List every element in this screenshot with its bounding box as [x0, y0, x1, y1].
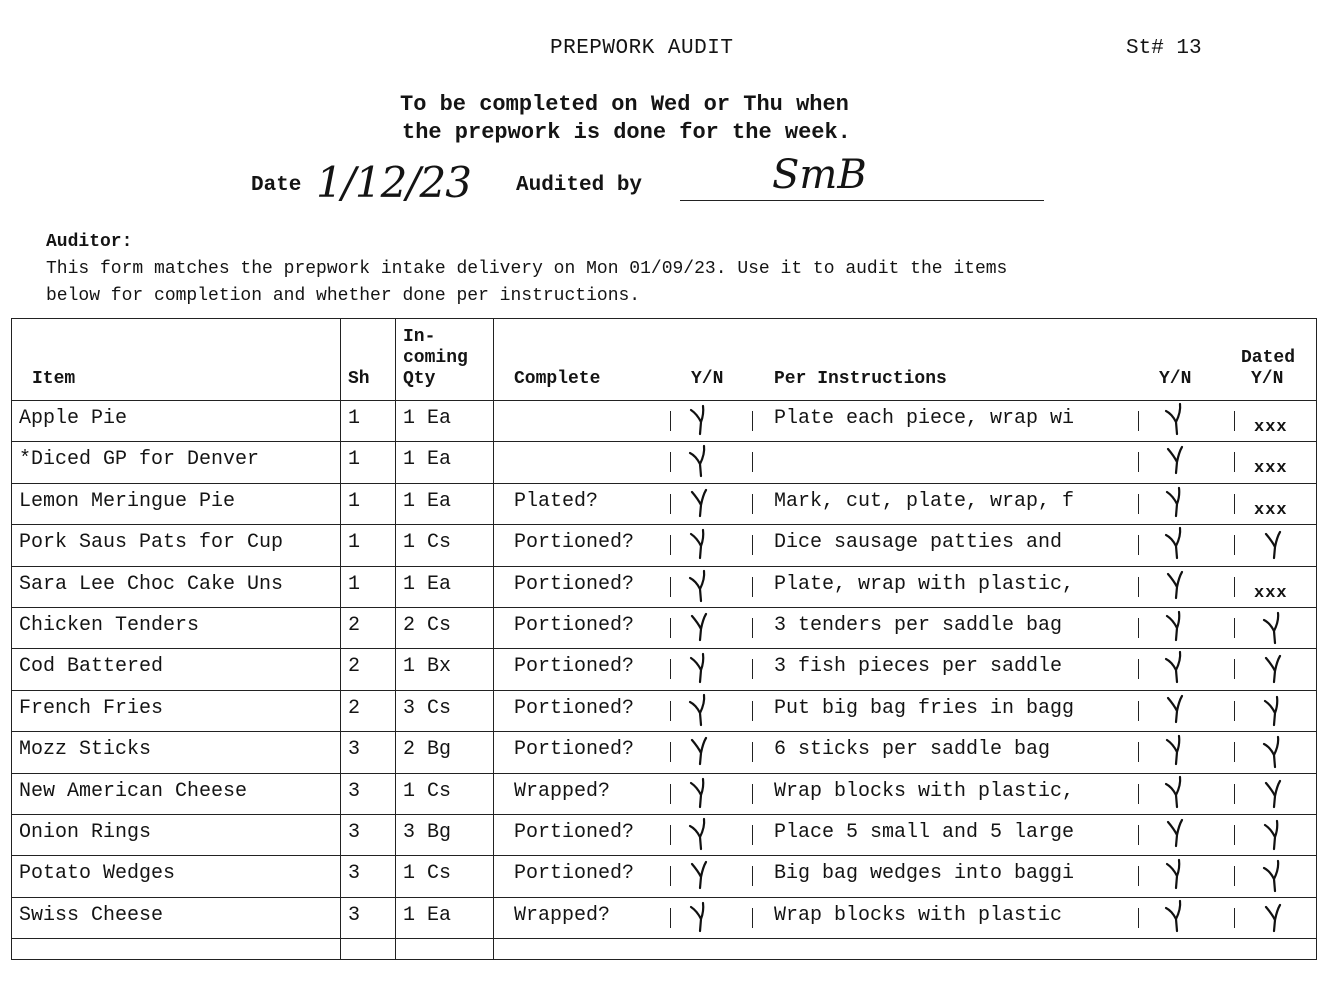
instructions-text: Wrap blocks with plastic,: [774, 779, 1075, 803]
item-name: Pork Saus Pats for Cup: [19, 531, 284, 555]
instructions-line-1: To be completed on Wed or Thu when: [400, 92, 849, 117]
field-separator: [1138, 825, 1139, 845]
column-header-dated-2: Y/N: [1251, 369, 1284, 389]
item-name: Lemon Meringue Pie: [19, 489, 236, 513]
field-separator: [752, 866, 753, 886]
dated-yn-field[interactable]: [1242, 483, 1312, 524]
field-separator: [1234, 825, 1235, 845]
incoming-qty: 2 Bg: [403, 738, 452, 762]
checkmark-icon: [1164, 486, 1186, 520]
dated-yn-field[interactable]: [1242, 566, 1312, 607]
instructions-text: Wrap blocks with plastic: [774, 903, 1063, 927]
complete-yn-field[interactable]: [684, 897, 724, 938]
field-separator: [670, 494, 671, 514]
complete-yn-field[interactable]: [684, 648, 724, 689]
checkmark-icon: [688, 777, 710, 811]
field-separator: [1234, 411, 1235, 431]
dated-na-mark: xxx: [1254, 459, 1288, 479]
incoming-qty: 1 Ea: [403, 448, 452, 472]
complete-question: Portioned?: [514, 614, 635, 637]
instructions-line-2: the prepwork is done for the week.: [402, 120, 851, 145]
instructions-yn-field[interactable]: [1160, 814, 1200, 855]
item-name: *Diced GP for Denver: [19, 448, 260, 472]
field-separator: [752, 618, 753, 638]
checkmark-icon: [1262, 695, 1284, 729]
column-header-complete-yn: Y/N: [691, 369, 724, 389]
field-separator: [752, 411, 753, 431]
field-separator: [670, 452, 671, 472]
complete-yn-field[interactable]: [684, 441, 724, 482]
checkmark-icon: [688, 818, 710, 852]
incoming-qty: 1 Ea: [403, 407, 452, 430]
checkmark-icon: [1262, 778, 1284, 812]
checkmark-icon: [1164, 569, 1186, 603]
column-header-per-instructions: Per Instructions: [774, 369, 947, 389]
auditor-signature[interactable]: SmB: [772, 152, 867, 198]
field-separator: [752, 784, 753, 804]
complete-yn-field[interactable]: [684, 731, 724, 772]
shelf-number: 1: [348, 448, 361, 472]
audited-by-label: Audited by: [516, 174, 643, 197]
complete-question: Portioned?: [514, 655, 635, 679]
item-name: New American Cheese: [19, 779, 248, 803]
shelf-number: 3: [348, 738, 361, 762]
complete-question: Portioned?: [514, 821, 635, 844]
field-separator: [670, 742, 671, 762]
instructions-text: Plate, wrap with plastic,: [774, 572, 1075, 596]
field-separator: [752, 494, 753, 514]
instructions-yn-field[interactable]: [1160, 855, 1200, 896]
checkmark-icon: [688, 528, 710, 562]
auditor-note-line-2: below for completion and whether done per instructions.: [46, 286, 641, 306]
checkmark-icon: [688, 859, 710, 893]
field-separator: [1234, 535, 1235, 555]
field-separator: [670, 618, 671, 638]
table-row: [12, 731, 1316, 772]
complete-yn-field[interactable]: [684, 607, 724, 648]
field-separator: [752, 701, 753, 721]
column-header-incoming-3: Qty: [403, 369, 436, 389]
column-header-instructions-yn: Y/N: [1159, 369, 1192, 389]
checkmark-icon: [1164, 403, 1186, 437]
instructions-text: Plate each piece, wrap wi: [774, 407, 1075, 430]
field-separator: [1234, 908, 1235, 928]
field-separator: [670, 659, 671, 679]
shelf-number: 1: [348, 572, 361, 596]
item-name: Potato Wedges: [19, 862, 176, 886]
field-separator: [752, 577, 753, 597]
field-separator: [670, 866, 671, 886]
table-row: [12, 690, 1316, 731]
field-separator: [670, 577, 671, 597]
field-separator: [752, 452, 753, 472]
incoming-qty: 2 Cs: [403, 614, 452, 637]
checkmark-icon: [688, 487, 710, 521]
complete-yn-field[interactable]: [684, 690, 724, 731]
complete-question: Portioned?: [514, 696, 635, 720]
complete-question: Portioned?: [514, 738, 635, 762]
table-row: [12, 524, 1316, 565]
instructions-text: Put big bag fries in bagg: [774, 696, 1075, 720]
shelf-number: 2: [348, 696, 361, 720]
checkmark-icon: [1164, 693, 1186, 727]
complete-yn-field[interactable]: [684, 855, 724, 896]
shelf-number: 1: [348, 531, 361, 555]
date-field[interactable]: 1/12/23: [316, 158, 471, 207]
signature-line: [680, 200, 1044, 201]
complete-question: Portioned?: [514, 862, 635, 886]
dated-yn-field[interactable]: [1242, 648, 1312, 689]
field-separator: [1138, 411, 1139, 431]
item-name: French Fries: [19, 696, 164, 720]
field-separator: [1234, 494, 1235, 514]
shelf-number: 3: [348, 862, 361, 886]
incoming-qty: 1 Ea: [403, 489, 452, 513]
dated-na-mark: xxx: [1254, 500, 1288, 520]
checkmark-icon: [1262, 653, 1284, 687]
incoming-qty: 3 Cs: [403, 696, 452, 720]
field-separator: [670, 908, 671, 928]
field-separator: [1234, 577, 1235, 597]
shelf-number: 1: [348, 407, 361, 430]
field-separator: [670, 535, 671, 555]
instructions-text: 6 sticks per saddle bag: [774, 738, 1051, 762]
field-separator: [752, 535, 753, 555]
table-row: [12, 897, 1316, 938]
dated-yn-field[interactable]: [1242, 690, 1312, 731]
field-separator: [1138, 784, 1139, 804]
instructions-yn-field[interactable]: [1160, 773, 1200, 814]
table-row: [12, 483, 1316, 524]
complete-question: Wrapped?: [514, 903, 611, 927]
instructions-yn-field[interactable]: [1160, 441, 1200, 482]
checkmark-icon: [1164, 527, 1186, 561]
dated-yn-field[interactable]: [1242, 524, 1312, 565]
incoming-qty: 3 Bg: [403, 821, 452, 844]
checkmark-icon: [1262, 736, 1284, 770]
complete-yn-field[interactable]: [684, 483, 724, 524]
complete-question: Plated?: [514, 489, 599, 513]
instructions-text: Place 5 small and 5 large: [774, 821, 1075, 844]
instructions-yn-field[interactable]: [1160, 731, 1200, 772]
checkmark-icon: [688, 735, 710, 769]
dated-na-mark: xxx: [1254, 418, 1288, 437]
field-separator: [1138, 701, 1139, 721]
checkmark-icon: [688, 404, 710, 438]
field-separator: [670, 701, 671, 721]
instructions-text: Dice sausage patties and: [774, 531, 1063, 555]
field-separator: [1234, 742, 1235, 762]
table-row: [12, 566, 1316, 607]
instructions-yn-field[interactable]: [1160, 648, 1200, 689]
row-divider: [12, 938, 1316, 939]
checkmark-icon: [1262, 612, 1284, 646]
field-separator: [1138, 494, 1139, 514]
complete-question: Portioned?: [514, 572, 635, 596]
incoming-qty: 1 Ea: [403, 903, 452, 927]
checkmark-icon: [1262, 529, 1284, 563]
field-separator: [1138, 535, 1139, 555]
checkmark-icon: [1164, 610, 1186, 644]
store-number: St# 13: [1126, 37, 1202, 60]
checkmark-icon: [1262, 819, 1284, 853]
field-separator: [670, 411, 671, 431]
table-row: [12, 607, 1316, 648]
checkmark-icon: [688, 611, 710, 645]
column-header-dated-1: Dated: [1241, 348, 1296, 368]
checkmark-icon: [1164, 776, 1186, 810]
checkmark-icon: [1164, 817, 1186, 851]
dated-na-mark: xxx: [1254, 583, 1288, 603]
field-separator: [1138, 908, 1139, 928]
dated-yn-field[interactable]: [1242, 855, 1312, 896]
checkmark-icon: [688, 445, 710, 479]
shelf-number: 2: [348, 655, 361, 679]
item-name: Apple Pie: [19, 407, 128, 430]
item-name: Onion Rings: [19, 821, 152, 844]
item-name: Chicken Tenders: [19, 614, 200, 637]
checkmark-icon: [688, 901, 710, 935]
instructions-yn-field[interactable]: [1160, 897, 1200, 938]
field-separator: [670, 784, 671, 804]
dated-yn-field[interactable]: [1242, 441, 1312, 482]
instructions-yn-field[interactable]: [1160, 400, 1200, 441]
incoming-qty: 1 Cs: [403, 862, 452, 886]
field-separator: [1234, 866, 1235, 886]
checkmark-icon: [1262, 860, 1284, 894]
shelf-number: 3: [348, 821, 361, 844]
complete-question: Wrapped?: [514, 779, 611, 803]
item-name: Sara Lee Choc Cake Uns: [19, 572, 284, 596]
checkmark-icon: [688, 652, 710, 686]
field-separator: [1234, 784, 1235, 804]
dated-yn-field[interactable]: [1242, 773, 1312, 814]
field-separator: [1138, 659, 1139, 679]
shelf-number: 2: [348, 614, 361, 637]
incoming-qty: 1 Cs: [403, 779, 452, 803]
field-separator: [752, 908, 753, 928]
complete-yn-field[interactable]: [684, 814, 724, 855]
incoming-qty: 1 Ea: [403, 572, 452, 596]
field-separator: [752, 659, 753, 679]
field-separator: [1138, 742, 1139, 762]
instructions-text: Mark, cut, plate, wrap, f: [774, 489, 1075, 513]
checkmark-icon: [1164, 651, 1186, 685]
incoming-qty: 1 Cs: [403, 531, 452, 555]
instructions-yn-field[interactable]: [1160, 566, 1200, 607]
column-header-item: Item: [32, 369, 76, 389]
checkmark-icon: [1164, 858, 1186, 892]
item-name: Mozz Sticks: [19, 738, 152, 762]
auditor-label: Auditor:: [46, 232, 133, 252]
column-header-incoming-1: In-: [403, 327, 436, 347]
dated-yn-field[interactable]: [1242, 897, 1312, 938]
shelf-number: 3: [348, 779, 361, 803]
table-row: [12, 814, 1316, 855]
instructions-yn-field[interactable]: [1160, 690, 1200, 731]
field-separator: [1234, 618, 1235, 638]
complete-yn-field[interactable]: [684, 566, 724, 607]
column-header-complete: Complete: [514, 369, 601, 389]
instructions-text: 3 tenders per saddle bag: [774, 614, 1063, 637]
complete-yn-field[interactable]: [684, 400, 724, 441]
field-separator: [1138, 452, 1139, 472]
shelf-number: 1: [348, 489, 361, 513]
checkmark-icon: [1164, 734, 1186, 768]
field-separator: [752, 742, 753, 762]
page-title: PREPWORK AUDIT: [550, 37, 734, 60]
dated-yn-field[interactable]: [1242, 814, 1312, 855]
dated-yn-field[interactable]: [1242, 400, 1312, 441]
shelf-number: 3: [348, 903, 361, 927]
table-row: [12, 400, 1316, 441]
field-separator: [670, 825, 671, 845]
field-separator: [1138, 577, 1139, 597]
auditor-note-line-1: This form matches the prepwork intake delivery on Mon 01/09/23. Use it to audit the items: [46, 259, 1008, 279]
field-separator: [752, 825, 753, 845]
table-row: [12, 773, 1316, 814]
dated-yn-field[interactable]: [1242, 607, 1312, 648]
dated-yn-field[interactable]: [1242, 731, 1312, 772]
instructions-yn-field[interactable]: [1160, 483, 1200, 524]
audit-table: [11, 318, 1317, 960]
date-label: Date: [251, 174, 302, 197]
instructions-text: Big bag wedges into baggi: [774, 862, 1075, 886]
item-name: Swiss Cheese: [19, 903, 164, 927]
column-header-shelf: Sh: [348, 369, 370, 389]
incoming-qty: 1 Bx: [403, 655, 452, 679]
instructions-text: 3 fish pieces per saddle: [774, 655, 1063, 679]
table-row: [12, 441, 1316, 482]
checkmark-icon: [688, 694, 710, 728]
field-separator: [1234, 701, 1235, 721]
field-separator: [1138, 866, 1139, 886]
field-separator: [1138, 618, 1139, 638]
instructions-yn-field[interactable]: [1160, 607, 1200, 648]
item-name: Cod Battered: [19, 655, 164, 679]
complete-question: Portioned?: [514, 531, 635, 555]
column-header-incoming-2: coming: [403, 348, 468, 368]
table-row: [12, 855, 1316, 896]
checkmark-icon: [688, 570, 710, 604]
table-row: [12, 648, 1316, 689]
field-separator: [1234, 452, 1235, 472]
checkmark-icon: [1164, 444, 1186, 478]
checkmark-icon: [1262, 902, 1284, 936]
checkmark-icon: [1164, 900, 1186, 934]
field-separator: [1234, 659, 1235, 679]
complete-yn-field[interactable]: [684, 773, 724, 814]
instructions-yn-field[interactable]: [1160, 524, 1200, 565]
complete-yn-field[interactable]: [684, 524, 724, 565]
